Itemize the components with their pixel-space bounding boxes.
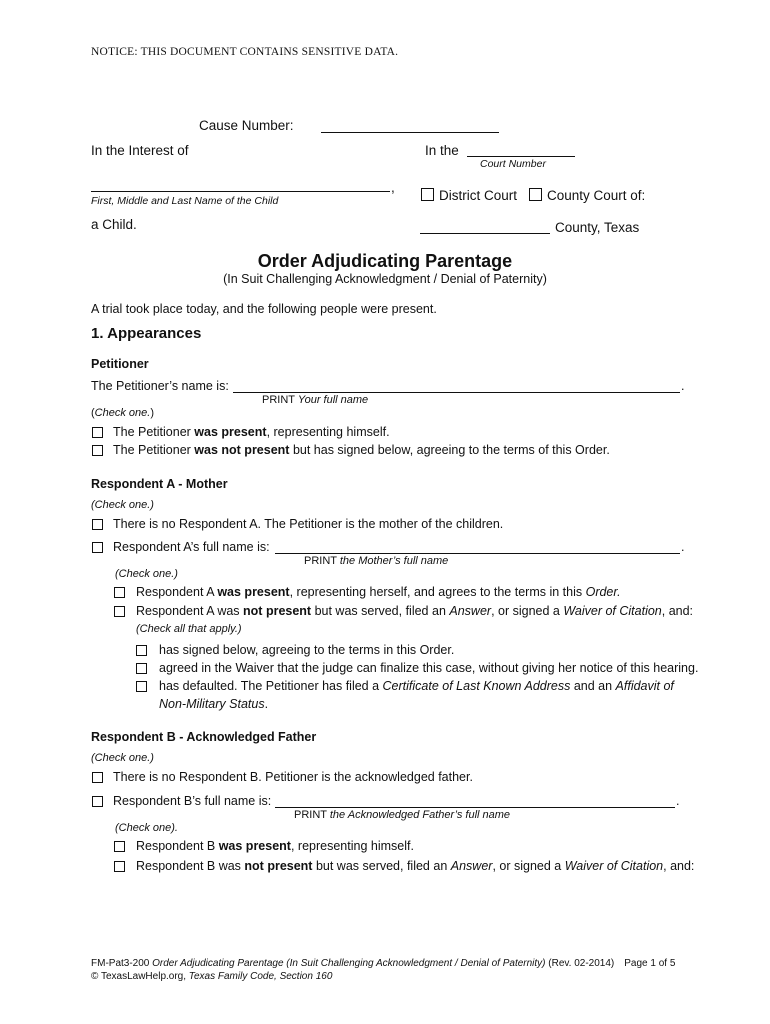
- intro-text: A trial took place today, and the following people were present.: [91, 302, 437, 316]
- respondent-a-waiver-option: agreed in the Waiver that the judge can finalize this case, without giving her notice of this hearing.: [159, 661, 699, 675]
- cause-number-label: Cause Number:: [199, 118, 294, 133]
- respondent-a-default-checkbox[interactable]: [136, 681, 147, 692]
- page-number: Page 1 of 5: [624, 958, 676, 969]
- respondent-b-name-label: Respondent B’s full name is:: [113, 794, 272, 808]
- respondent-b-print-hint: PRINT the Acknowledged Father’s full name: [294, 809, 511, 821]
- respondent-a-heading: Respondent A - Mother: [91, 477, 228, 491]
- footer-copyright-line: © TexasLawHelp.org, Texas Family Code, Section 160: [91, 971, 333, 982]
- county-texas-label: County, Texas: [555, 220, 640, 235]
- respondent-b-check-one: (Check one.): [91, 752, 154, 764]
- respondent-a-name-label: Respondent A’s full name is:: [113, 540, 270, 554]
- in-interest-of-label: In the Interest of: [91, 143, 189, 158]
- respondent-a-none-checkbox[interactable]: [92, 519, 103, 530]
- petitioner-not-present-checkbox[interactable]: [92, 445, 103, 456]
- respondent-a-waiver-checkbox[interactable]: [136, 663, 147, 674]
- respondent-a-signed-checkbox[interactable]: [136, 645, 147, 656]
- respondent-a-present-checkbox[interactable]: [114, 587, 125, 598]
- respondent-a-not-present-checkbox[interactable]: [114, 606, 125, 617]
- respondent-a-default-option: has defaulted. The Petitioner has filed a Certificate of Last Known Address and an Affidavit of: [159, 679, 674, 693]
- period: .: [681, 540, 685, 554]
- child-name-field[interactable]: [91, 191, 390, 192]
- respondent-b-heading: Respondent B - Acknowledged Father: [91, 730, 317, 744]
- petitioner-print-hint: PRINT Your full name: [262, 394, 369, 406]
- petitioner-heading: Petitioner: [91, 357, 149, 371]
- respondent-a-none-option: There is no Respondent A. The Petitioner is the mother of the children.: [113, 517, 504, 531]
- petitioner-present-option: The Petitioner was present, representing himself.: [113, 425, 390, 439]
- child-name-hint: First, Middle and Last Name of the Child: [91, 195, 279, 207]
- a-child-label: a Child.: [91, 217, 137, 232]
- sensitive-data-notice: NOTICE: THIS DOCUMENT CONTAINS SENSITIVE DATA.: [91, 46, 399, 58]
- respondent-b-none-option: There is no Respondent B. Petitioner is the acknowledged father.: [113, 770, 473, 784]
- petitioner-name-field[interactable]: [233, 392, 680, 393]
- cause-number-field[interactable]: [321, 132, 499, 133]
- district-court-checkbox[interactable]: [421, 188, 434, 201]
- petitioner-not-present-option: The Petitioner was not present but has signed below, agreeing to the terms of this Order.: [113, 443, 610, 457]
- respondent-a-not-present-option: Respondent A was not present but was served, filed an Answer, or signed a Waiver of Citation, and:: [136, 604, 694, 618]
- respondent-b-check-one-2: (Check one).: [115, 822, 178, 834]
- respondent-a-present-option: Respondent A was present, representing herself, and agrees to the terms in this Order.: [136, 585, 621, 599]
- section-heading-appearances: 1. Appearances: [91, 325, 202, 342]
- period: .: [681, 379, 685, 393]
- respondent-b-not-present-option: Respondent B was not present but was served, filed an Answer, or signed a Waiver of Citation, and:: [136, 859, 695, 873]
- respondent-a-check-one-2: (Check one.): [115, 568, 178, 580]
- court-number-hint: Court Number: [480, 158, 546, 170]
- respondent-b-present-option: Respondent B was present, representing himself.: [136, 839, 414, 853]
- respondent-a-name-field[interactable]: [275, 553, 680, 554]
- respondent-b-not-present-checkbox[interactable]: [114, 861, 125, 872]
- county-court-checkbox[interactable]: [529, 188, 542, 201]
- district-court-label: District Court: [439, 188, 518, 203]
- in-the-label: In the: [425, 143, 459, 158]
- footer-form-line: FM-Pat3-200 Order Adjudicating Parentage (In Suit Challenging Acknowledgment / Denial of Paternity) (Rev. 02-2014) Page 1 of 5: [91, 958, 676, 969]
- respondent-a-signed-option: has signed below, agreeing to the terms in this Order.: [159, 643, 455, 657]
- respondent-b-name-field[interactable]: [275, 807, 675, 808]
- comma: ,: [391, 180, 395, 195]
- respondent-b-present-checkbox[interactable]: [114, 841, 125, 852]
- respondent-a-check-one: (Check one.): [91, 499, 154, 511]
- county-court-label: County Court of:: [547, 188, 646, 203]
- respondent-b-name-checkbox[interactable]: [92, 796, 103, 807]
- court-number-field[interactable]: [467, 156, 575, 157]
- petitioner-name-label: The Petitioner’s name is:: [91, 379, 229, 393]
- respondent-a-name-checkbox[interactable]: [92, 542, 103, 553]
- respondent-a-check-all: (Check all that apply.): [136, 623, 242, 635]
- petitioner-check-one: (Check one.): [91, 407, 154, 419]
- petitioner-present-checkbox[interactable]: [92, 427, 103, 438]
- county-field[interactable]: [420, 233, 550, 234]
- respondent-b-none-checkbox[interactable]: [92, 772, 103, 783]
- respondent-a-print-hint: PRINT the Mother’s full name: [304, 555, 449, 567]
- document-subtitle: (In Suit Challenging Acknowledgment / Denial of Paternity): [223, 272, 547, 286]
- document-title: Order Adjudicating Parentage: [257, 251, 513, 271]
- period: .: [676, 794, 680, 808]
- respondent-a-default-option-line2: Non-Military Status.: [159, 697, 269, 711]
